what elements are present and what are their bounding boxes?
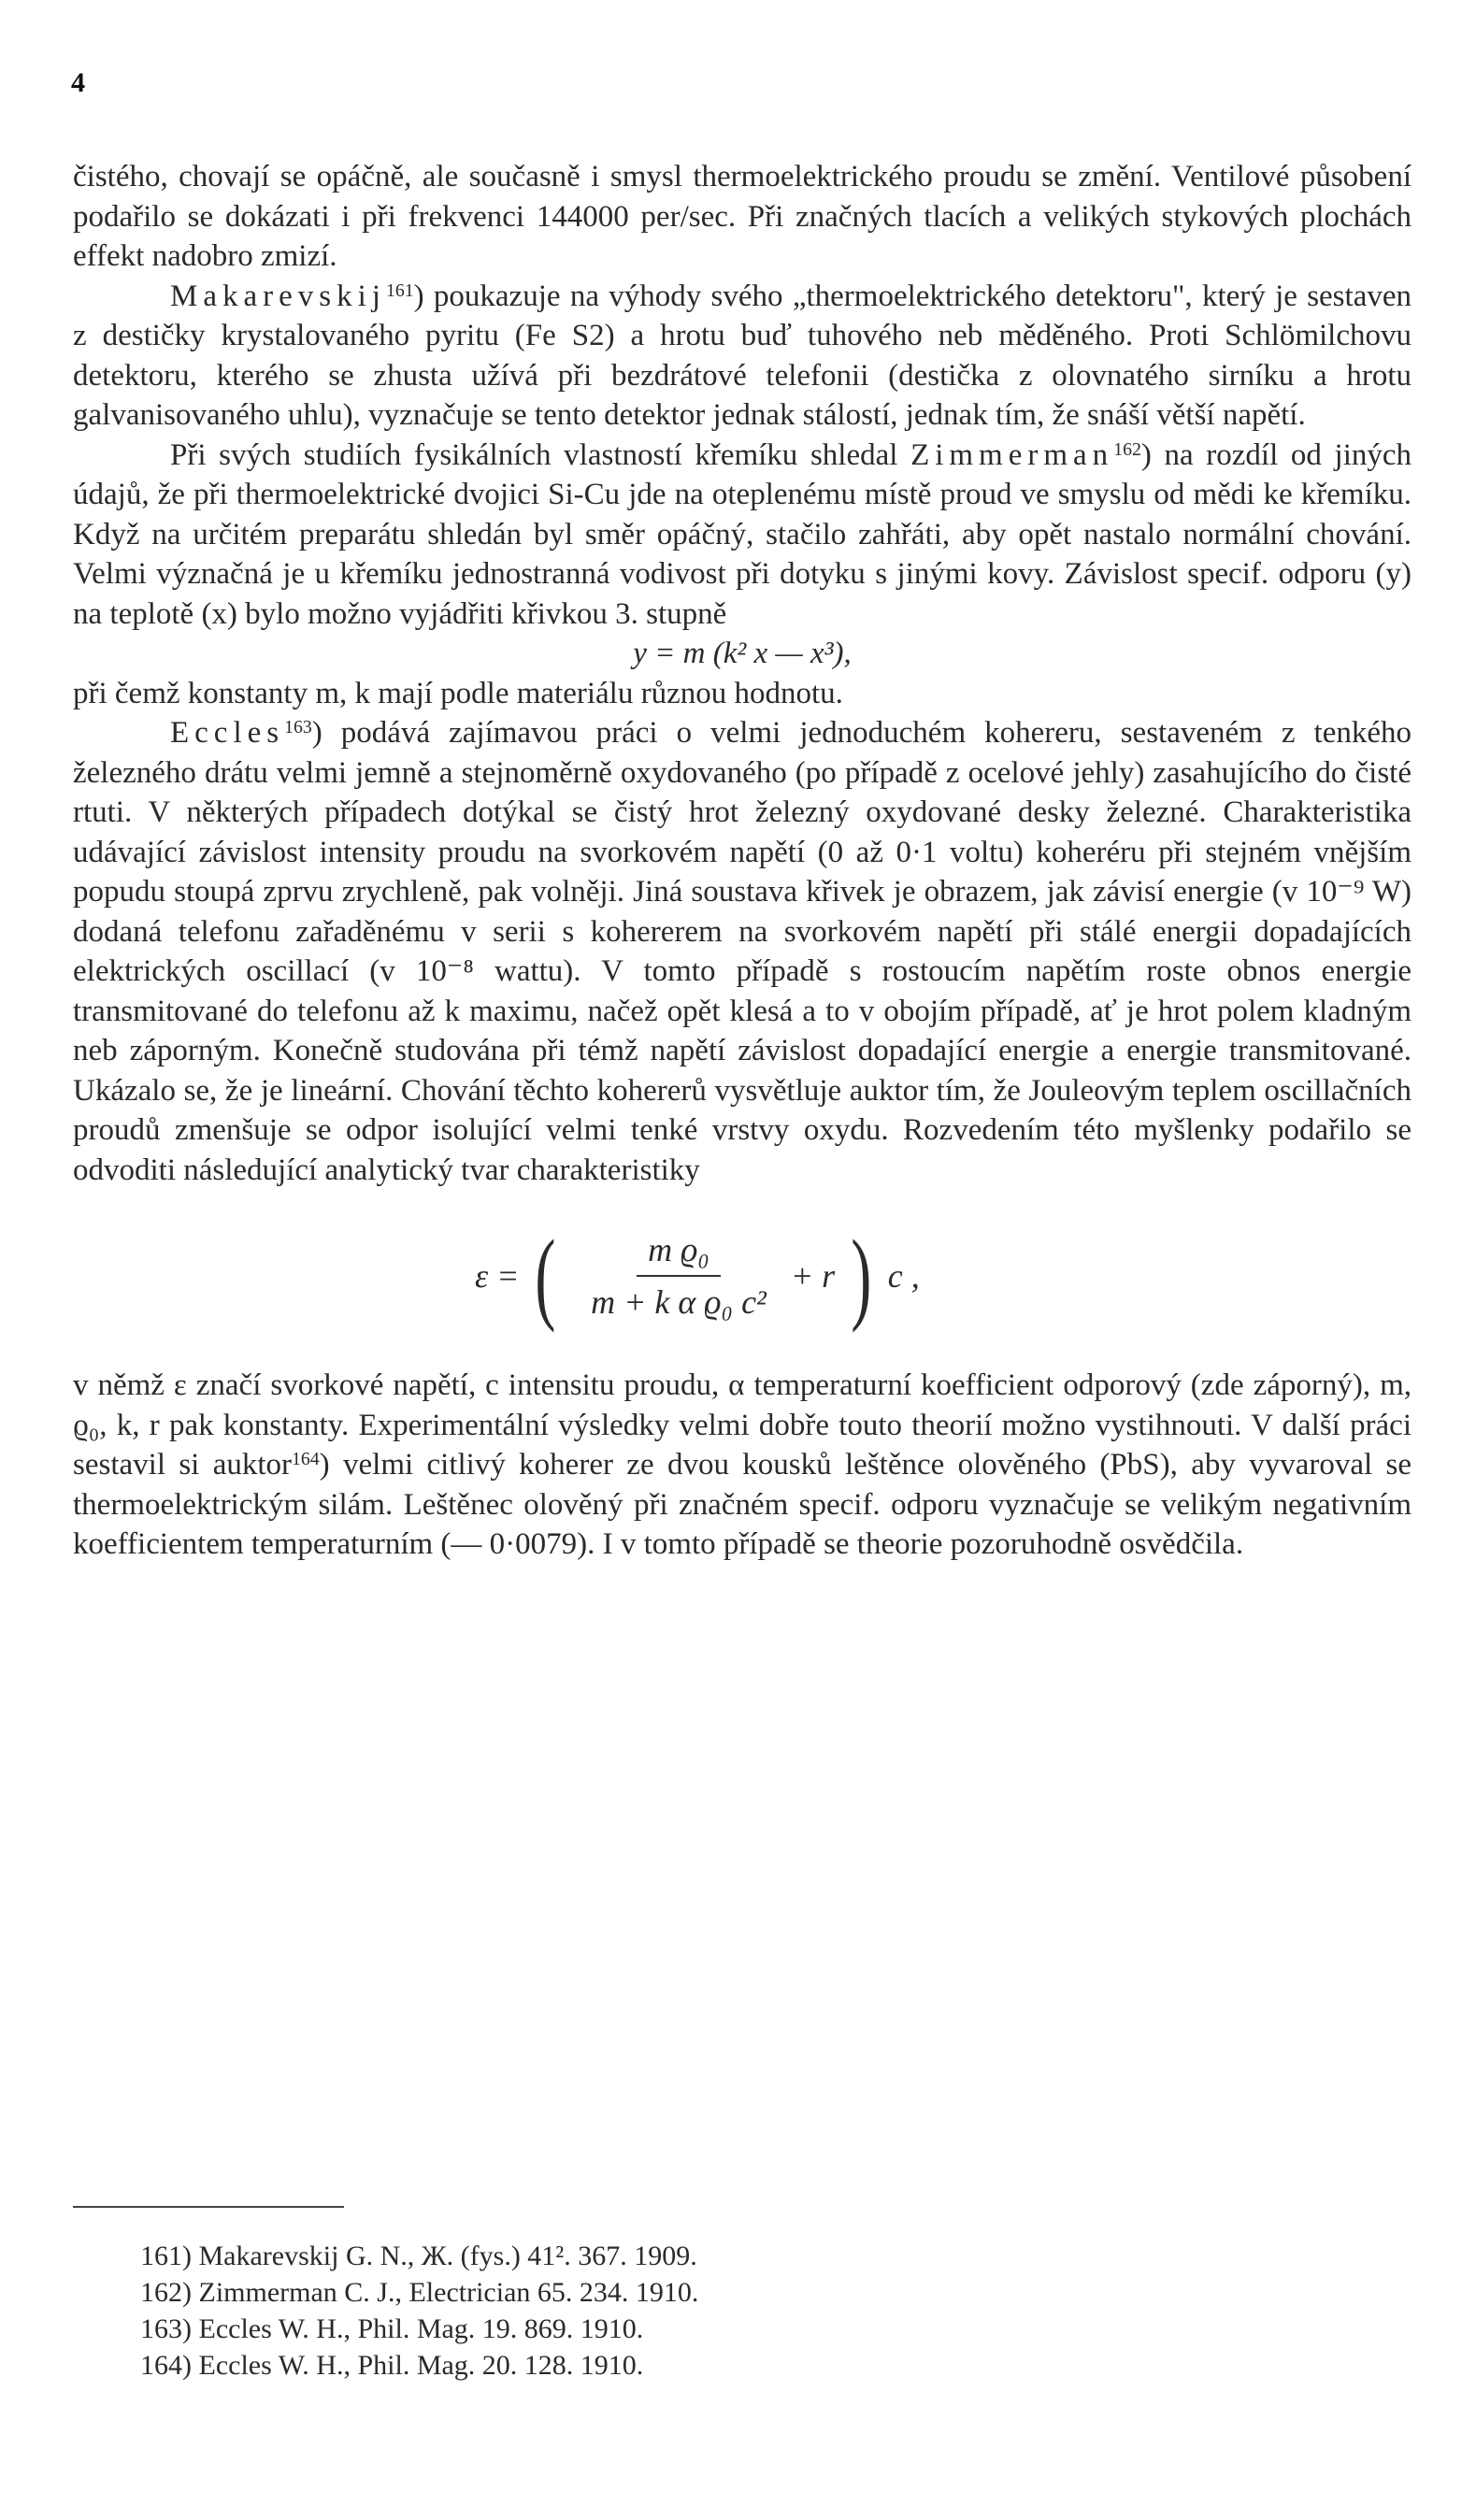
footnote-162 [140, 2274, 1355, 2311]
paragraph-3-start: Při svých studiích fysikálních vlastností křemíku shledal [170, 437, 898, 472]
formula-cubic: y = m (k² x — x³), [633, 637, 852, 670]
left-paren: ( [535, 1219, 556, 1333]
formula-numerator: m ϱ₀ [637, 1230, 721, 1278]
paragraph-3-text: ) na rozdíl od jiných údajů, že při thermoelektrické dvojici Si-Cu jde na oteplenému místě proud ve smyslu od mědi ke křemíku. Když na určitém preparátu shledán byl směr opáčný, stačilo zahřáti, aby opět nastalo normální chování. Velmi význačná je u křemíku jednostranná vodivost při dotyku s jinými kovy. Závislost specif. odporu (y) na teplotě (x) bylo možno vyjádřiti křivkou 3. stupně [73, 437, 1412, 631]
footnote-text: Eccles W. H., Phil. Mag. 20. 128. 1910. [198, 2350, 644, 2381]
footnote-mark: 161) [140, 2241, 192, 2271]
paragraph-6-text: v němž ε značí svorkové napětí, c intensitu proudu, α temperaturní koefficient odporový (zde záporný), m, ϱ₀, k, r pak konstanty. Experimentální výsledky velmi dobře touto theorií možno vystihnouti. V další práci sestavil si auktor [73, 1368, 1412, 1482]
footnote-164 [140, 2347, 1355, 2384]
ref-161: 161 [385, 279, 414, 301]
paragraph-5 [73, 713, 1412, 1190]
paragraph-2-text: ) poukazuje na výhody svého „thermoelektrického detektoru", který je sestaven z destičky krystalovaného pyritu (Fe S2) a hrotu buď tuhového neb měděného. Proti Schlömilchovu detektoru, kterého se zhusta užívá při bezdrátové telefonii (destička z olovnatého sirníku a hrotu galvanisovaného uhlu), vyznačuje se tento detektor jednak stálostí, jednak tím, že snáší větší napětí. [73, 279, 1412, 432]
formula-rhs: c , [887, 1256, 920, 1295]
formula-denominator: m + k α ϱ₀ c² [591, 1283, 767, 1321]
formula-characteristic [73, 1210, 1412, 1341]
footnote-163 [140, 2311, 1355, 2347]
paragraph-5-text: ) podává zajímavou práci o velmi jednoduchém kohereru, sestaveném z tenkého železného drátu velmi jemně a stejnoměrně oxydovaného (po případě z ocelové jehly) zasahujícího do čisté rtuti. V některých případech dotýkal se čistý hrot železný oxydované desky železné. Charakteristika udávající závislost intensity proudu na svorkovém napětí (0 až 0·1 voltu) koheréru při stejném vnějším popudu stoupá zprvu zrychleně, pak volněji. Jiná soustava křivek je obrazem, jak závisí energie (v 10⁻⁹ W) dodaná telefonu zařaděnému v serii s kohererem na svorkovém napětí při stálé energii dopadajících elektrických oscillací (v 10⁻⁸ wattu). V tomto případě s rostoucím napětím roste obnos energie transmitované do telefonu až k maximu, načež opět klesá a to v obojím případě, ať je hrot polem kladným neb záporným. Konečně studována při témž napětí závislost dopadající energie a energie transmitované. Ukázalo se, že je lineární. Chování těchto kohererů vysvětluje auktor tím, že Jouleovým teplem oscillačních proudů zmenšuje se odpor isolující velmi tenké vrstvy oxydu. Rozvedením této myšlenky podařilo se odvoditi následující analytický tvar charakteristiky [73, 716, 1412, 1187]
page-number: 4 [71, 67, 85, 98]
footnote-text: Zimmerman C. J., Electrician 65. 234. 1910. [198, 2277, 699, 2308]
right-paren: ) [851, 1219, 872, 1333]
paragraph-3 [73, 436, 1412, 635]
formula-fraction [580, 1230, 778, 1323]
author-zimmerman: Zimmerman [910, 437, 1114, 472]
footnote-text: Eccles W. H., Phil. Mag. 19. 869. 1910. [198, 2313, 644, 2344]
ref-162: 162 [1113, 438, 1141, 460]
footnote-mark: 163) [140, 2313, 192, 2344]
formula-plus-r: + r [790, 1256, 836, 1295]
author-eccles: Eccles [170, 716, 285, 750]
paragraph-6 [73, 1366, 1412, 1565]
footnote-mark: 162) [140, 2277, 192, 2308]
paragraph-6-text-2: ) velmi citlivý koherer ze dvou kousků leštěnce olověného (PbS), aby vyvaroval se thermoelektrickým silám. Leštěnec olověný při značném specif. odporu vyznačuje se velikým negativním koefficientem temperaturním (— 0·0079). I v tomto případě se theorie pozoruhodně osvědčila. [73, 1448, 1412, 1561]
author-makarevskij: Makarevskij [170, 279, 386, 313]
footnotes [140, 2238, 1355, 2384]
footnote-mark: 164) [140, 2350, 192, 2381]
paragraph-1: čistého, chovají se opáčně, ale současně i smysl thermoelektrického proudu se změní. Ventilové působení podařilo se dokázati i při frekvenci 144000 per/sec. Při značných tlacích a velikých stykových plochách effekt nadobro zmizí. [73, 160, 1412, 273]
ref-164: 164 [292, 1449, 320, 1470]
footnote-161 [140, 2238, 1355, 2274]
ref-163: 163 [284, 717, 312, 738]
formula-lhs: ε = [475, 1256, 520, 1295]
footnote-text: Makarevskij G. N., Ж. (fys.) 41². 367. 1909. [198, 2241, 697, 2271]
paragraph-2 [73, 277, 1412, 436]
paragraph-4: při čemž konstanty m, k mají podle materiálu různou hodnotu. [73, 676, 843, 710]
body-text [73, 157, 1412, 1565]
footnote-divider [73, 2206, 344, 2208]
